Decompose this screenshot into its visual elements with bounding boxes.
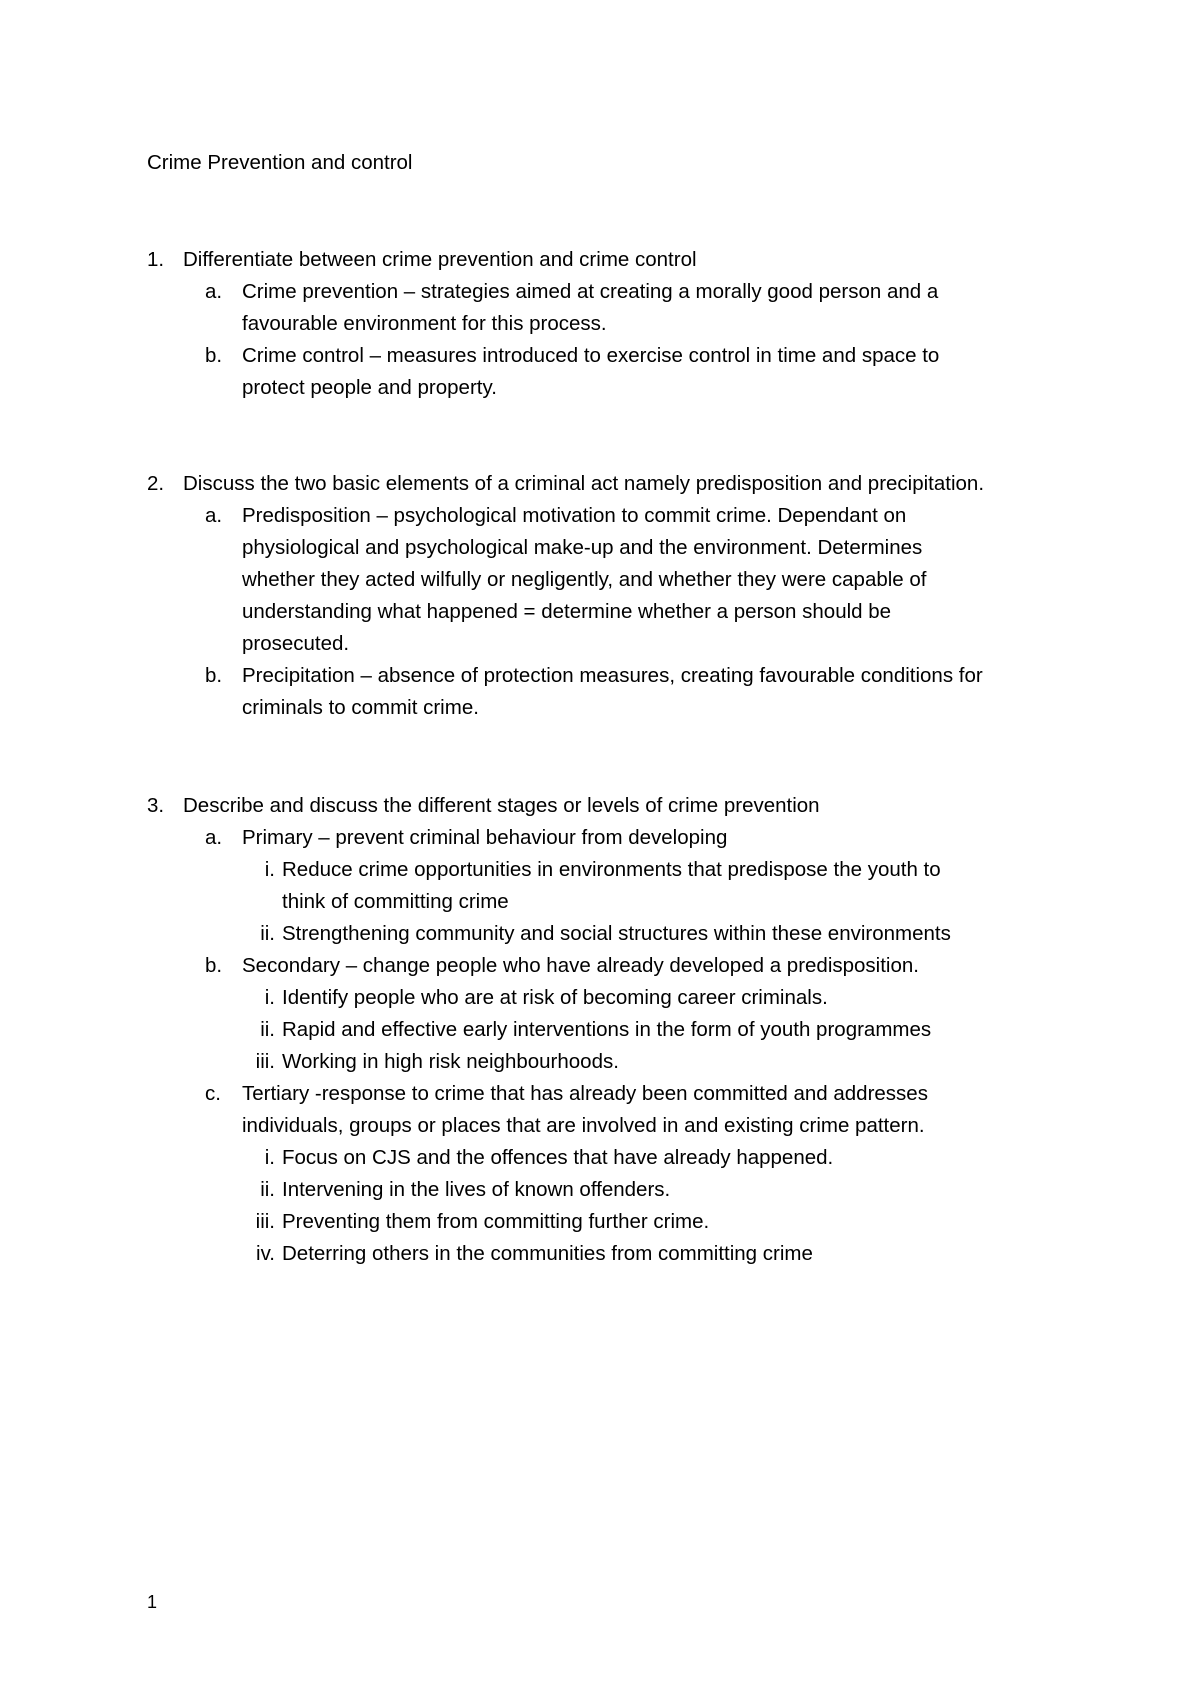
answer-line: favourable environment for this process. xyxy=(242,312,607,335)
list-marker: a. xyxy=(205,504,223,527)
question-text: Discuss the two basic elements of a criminal act namely predisposition and precipitation. xyxy=(183,472,985,495)
list-marker: a. xyxy=(205,280,223,303)
list-marker: b. xyxy=(205,664,223,687)
question-2 xyxy=(147,468,1097,724)
list-marker: a. xyxy=(205,826,223,849)
answer-line: Precipitation – absence of protection measures, creating favourable conditions for xyxy=(242,664,983,687)
sub-answer-line: Preventing them from committing further crime. xyxy=(282,1210,710,1233)
sub-answer-item xyxy=(147,1238,1097,1270)
answer-item xyxy=(147,340,1097,404)
question-heading xyxy=(147,790,1097,822)
sub-answer-item xyxy=(147,1014,1097,1046)
answer-line: Primary – prevent criminal behaviour from developing xyxy=(242,826,728,849)
sub-answer-line: Strengthening community and social structures within these environments xyxy=(282,922,951,945)
sub-answer-item xyxy=(147,918,1097,950)
answer-line: understanding what happened = determine whether a person should be xyxy=(242,600,892,623)
sub-answer-item xyxy=(147,1206,1097,1238)
answer-item xyxy=(147,950,1097,982)
answer-line: physiological and psychological make-up and the environment. Determines xyxy=(242,536,923,559)
document-title: Crime Prevention and control xyxy=(147,151,413,174)
answer-line: Secondary – change people who have already developed a predisposition. xyxy=(242,954,919,977)
question-text: Differentiate between crime prevention and crime control xyxy=(183,248,697,271)
answer-item xyxy=(147,276,1097,340)
sub-answer-item xyxy=(147,854,1097,918)
roman-marker: ii. xyxy=(260,1178,275,1201)
list-marker: b. xyxy=(205,954,223,977)
roman-marker: ii. xyxy=(260,922,275,945)
answer-line: Crime prevention – strategies aimed at creating a morally good person and a xyxy=(242,280,939,303)
answer-item xyxy=(147,822,1097,854)
sub-answer-line: Deterring others in the communities from committing crime xyxy=(282,1242,813,1265)
roman-marker: iii. xyxy=(255,1050,275,1073)
answer-line: Tertiary -response to crime that has already been committed and addresses xyxy=(242,1082,928,1105)
page-number: 1 xyxy=(147,1592,158,1612)
question-number: 2. xyxy=(147,472,165,495)
list-marker: b. xyxy=(205,344,223,367)
roman-marker: iv. xyxy=(256,1242,275,1265)
sub-answer-line: Focus on CJS and the offences that have already happened. xyxy=(282,1146,834,1169)
answer-line: Crime control – measures introduced to exercise control in time and space to xyxy=(242,344,940,367)
question-1 xyxy=(147,244,1097,404)
sub-answer-item xyxy=(147,1046,1097,1078)
answer-item xyxy=(147,1078,1097,1142)
answer-line: Predisposition – psychological motivation to commit crime. Dependant on xyxy=(242,504,907,527)
sub-answer-line: Rapid and effective early interventions in the form of youth programmes xyxy=(282,1018,932,1041)
sub-answer-line: Working in high risk neighbourhoods. xyxy=(282,1050,619,1073)
answer-line: protect people and property. xyxy=(242,376,497,399)
answer-line: prosecuted. xyxy=(242,632,350,655)
roman-marker: ii. xyxy=(260,1018,275,1041)
sub-answer-line: think of committing crime xyxy=(282,890,509,913)
sub-answer-item xyxy=(147,982,1097,1014)
question-number: 3. xyxy=(147,794,165,817)
answer-line: individuals, groups or places that are involved in and existing crime pattern. xyxy=(242,1114,925,1137)
sub-answer-line: Identify people who are at risk of becoming career criminals. xyxy=(282,986,828,1009)
roman-marker: iii. xyxy=(255,1210,275,1233)
roman-marker: i. xyxy=(264,1146,275,1169)
sub-answer-item xyxy=(147,1174,1097,1206)
list-marker: c. xyxy=(205,1082,221,1105)
roman-marker: i. xyxy=(264,986,275,1009)
answer-line: criminals to commit crime. xyxy=(242,696,479,719)
answer-item xyxy=(147,500,1097,660)
question-heading xyxy=(147,468,1097,500)
answer-line: whether they acted wilfully or negligently, and whether they were capable of xyxy=(242,568,927,591)
question-heading xyxy=(147,244,1097,276)
sub-answer-item xyxy=(147,1142,1097,1174)
question-text: Describe and discuss the different stages or levels of crime prevention xyxy=(183,794,820,817)
answer-item xyxy=(147,660,1097,724)
question-number: 1. xyxy=(147,248,165,271)
sub-answer-line: Reduce crime opportunities in environments that predispose the youth to xyxy=(282,858,941,881)
question-3 xyxy=(147,790,1097,1270)
sub-answer-line: Intervening in the lives of known offenders. xyxy=(282,1178,671,1201)
roman-marker: i. xyxy=(264,858,275,881)
